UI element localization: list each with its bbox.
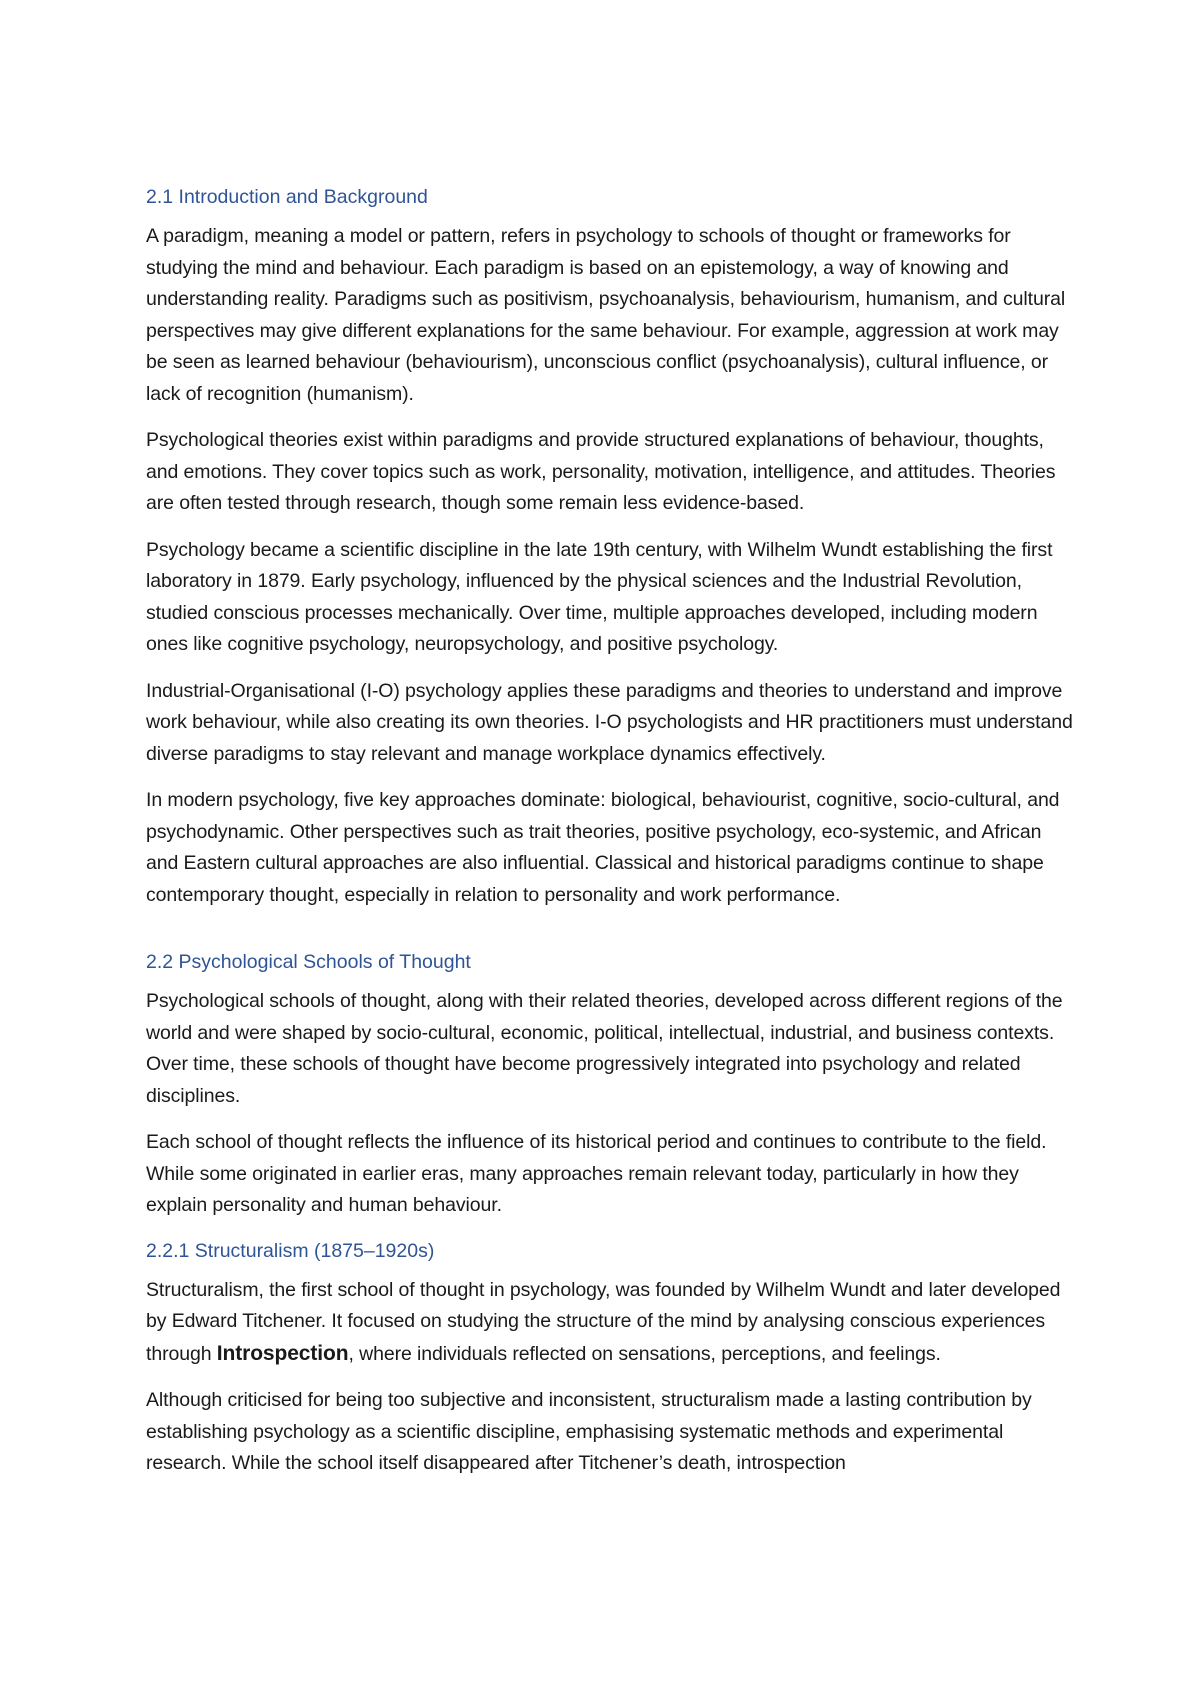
paragraph-text: Structuralism, the first school of thought in psychology, was founded by Wilhelm Wundt and later developed by Edward Titchener. It focused on studying the structure of the mind by analysing conscious experiences through (146, 1278, 1061, 1365)
paragraph: Psychological theories exist within paradigms and provide structured explanations of behaviour, thoughts, and emotions. They cover topics such as work, personality, motivation, intelligence, and attitudes. Theories are often tested through research, though some remain less evidence-based. (146, 429, 1056, 514)
section-heading-schools-of-thought: 2.2 Psychological Schools of Thought (146, 951, 471, 973)
document-body (146, 183, 1076, 1495)
paragraph: Psychology became a scientific discipline in the late 19th century, with Wilhelm Wundt establishing the first laboratory in 1879. Early psychology, influenced by the physical sciences and the Industrial Revolution, studied conscious processes mechanically. Over time, multiple approaches developed, including modern ones like cognitive psychology, neuropsychology, and positive psychology. (146, 538, 1053, 655)
subsection-heading-structuralism: 2.2.1 Structuralism (1875–1920s) (146, 1239, 435, 1262)
section-spacer (146, 926, 1076, 948)
paragraph-text: , where individuals reflected on sensations, perceptions, and feelings. (348, 1342, 941, 1365)
paragraph: Each school of thought reflects the influence of its historical period and continues to contribute to the field. While some originated in earlier eras, many approaches remain relevant today, particularly in how they explain personality and human behaviour. (146, 1131, 1047, 1216)
paragraph: Psychological schools of thought, along with their related theories, developed across different regions of the world and were shaped by socio-cultural, economic, political, intellectual, industrial, and business contexts. Over time, these schools of thought have become progressively integrated into psychology and related disciplines. (146, 990, 1063, 1107)
paragraph (146, 1275, 1076, 1371)
emphasis-introspection: Introspection (216, 1341, 349, 1365)
paragraph: A paradigm, meaning a model or pattern, refers in psychology to schools of thought or frameworks for studying the mind and behaviour. Each paradigm is based on an epistemology, a way of knowing and understanding reality. Paradigms such as positivism, psychoanalysis, behaviourism, humanism, and cultural perspectives may give different explanations for the same behaviour. For example, aggression at work may be seen as learned behaviour (behaviourism), unconscious conflict (psychoanalysis), cultural influence, or lack of recognition (humanism). (146, 225, 1066, 405)
paragraph: Industrial-Organisational (I-O) psychology applies these paradigms and theories to understand and improve work behaviour, while also creating its own theories. I-O psychologists and HR practitioners must understand diverse paradigms to stay relevant and manage workplace dynamics effectively. (146, 679, 1073, 765)
section-heading-introduction: 2.1 Introduction and Background (146, 186, 428, 208)
paragraph: Although criticised for being too subjective and inconsistent, structuralism made a lasting contribution by establishing psychology as a scientific discipline, emphasising systematic methods and experimental research. While the school itself disappeared after Titchener’s death, introspection (146, 1389, 1032, 1474)
paragraph: In modern psychology, five key approaches dominate: biological, behaviourist, cognitive, socio-cultural, and psychodynamic. Other perspectives such as trait theories, positive psychology, eco-systemic, and African and Eastern cultural approaches are also influential. Classical and historical paradigms continue to shape contemporary thought, especially in relation to personality and work performance. (146, 789, 1060, 906)
